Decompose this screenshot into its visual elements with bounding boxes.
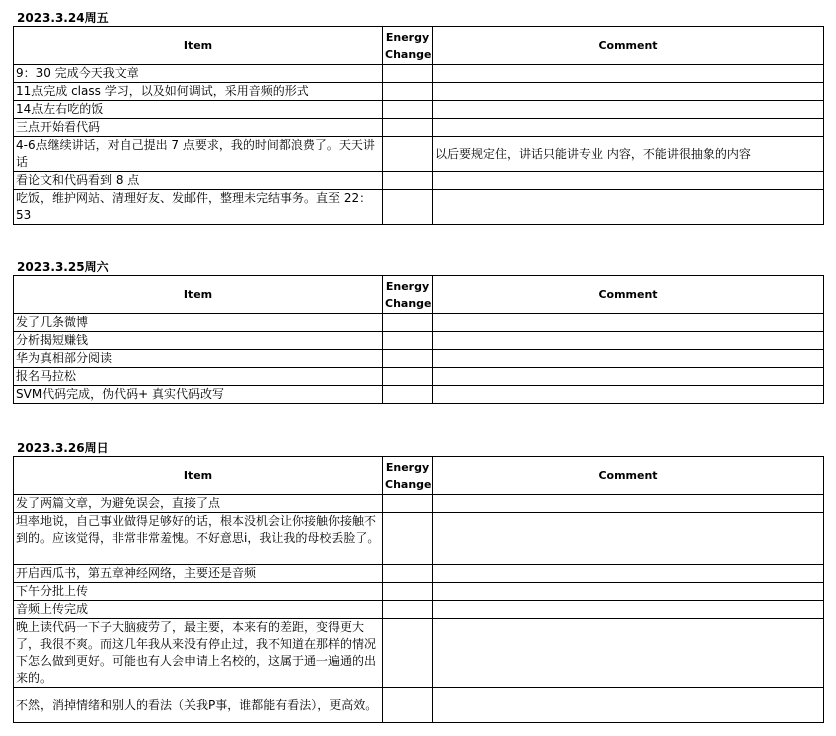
item-cell: 报名马拉松 <box>14 368 383 386</box>
energy-cell <box>383 137 433 172</box>
table-row <box>14 314 824 332</box>
energy-cell <box>383 583 433 601</box>
energy-cell <box>383 65 433 83</box>
table-row <box>14 583 824 601</box>
table-row <box>14 350 824 368</box>
energy-cell <box>383 688 433 723</box>
energy-cell <box>383 332 433 350</box>
table-header-row <box>14 457 824 495</box>
energy-cell <box>383 190 433 225</box>
table-row <box>14 190 824 225</box>
table-row <box>14 495 824 513</box>
energy-cell <box>383 619 433 688</box>
table-header-row <box>14 27 824 65</box>
energy-column-header: Energy Change <box>383 27 433 65</box>
table-row <box>14 137 824 172</box>
table-row <box>14 565 824 583</box>
table-row <box>14 65 824 83</box>
activity-table <box>13 456 824 723</box>
comment-cell <box>433 119 824 137</box>
item-cell: 坦率地说，自己事业做得足够好的话，根本没机会让你接触你接触不到的。应该觉得，非常非常羞愧。不好意思i，我让我的母校丢脸了。 <box>14 513 383 565</box>
section-date: 2023.3.26周日 <box>17 441 109 455</box>
section-date: 2023.3.24周五 <box>17 11 109 25</box>
comment-cell <box>433 565 824 583</box>
item-column-header: Item <box>14 457 383 495</box>
comment-cell <box>433 101 824 119</box>
table-header-row <box>14 276 824 314</box>
comment-cell <box>433 65 824 83</box>
energy-cell <box>383 386 433 404</box>
item-cell: 晚上读代码一下子大脑疲劳了，最主要，本来有的差距，变得更大了，我很不爽。而这几年我从来没有停止过，我不知道在那样的情况下怎么做到更好。可能也有人会申请上名校的，这属于通一遍通的出来的。 <box>14 619 383 688</box>
energy-cell <box>383 350 433 368</box>
item-cell: 下午分批上传 <box>14 583 383 601</box>
energy-column-header: Energy Change <box>383 457 433 495</box>
activity-table <box>13 275 824 404</box>
table-row <box>14 83 824 101</box>
comment-column-header: Comment <box>433 276 824 314</box>
item-cell: 开启西瓜书，第五章神经网络，主要还是音频 <box>14 565 383 583</box>
item-column-header: Item <box>14 27 383 65</box>
table-row <box>14 332 824 350</box>
table-row <box>14 513 824 565</box>
comment-cell <box>433 601 824 619</box>
comment-cell: 以后要规定住，讲话只能讲专业 内容，不能讲很抽象的内容 <box>433 137 824 172</box>
item-cell: 吃饭，维护网站、清理好友、发邮件，整理未完结事务。直至 22：53 <box>14 190 383 225</box>
energy-cell <box>383 368 433 386</box>
energy-cell <box>383 513 433 565</box>
item-cell: 9：30 完成今天我文章 <box>14 65 383 83</box>
table-row <box>14 101 824 119</box>
energy-cell <box>383 565 433 583</box>
item-cell: 看论文和代码看到 8 点 <box>14 172 383 190</box>
table-row <box>14 368 824 386</box>
table-row <box>14 601 824 619</box>
item-cell: 分析揭短赚钱 <box>14 332 383 350</box>
section-date: 2023.3.25周六 <box>17 260 109 274</box>
energy-cell <box>383 172 433 190</box>
comment-column-header: Comment <box>433 27 824 65</box>
comment-cell <box>433 314 824 332</box>
item-cell: 11点完成 class 学习，以及如何调试，采用音频的形式 <box>14 83 383 101</box>
item-cell: 发了两篇文章，为避免误会，直接了点 <box>14 495 383 513</box>
comment-column-header: Comment <box>433 457 824 495</box>
energy-cell <box>383 495 433 513</box>
comment-cell <box>433 350 824 368</box>
comment-cell <box>433 513 824 565</box>
comment-cell <box>433 495 824 513</box>
item-cell: 三点开始看代码 <box>14 119 383 137</box>
energy-cell <box>383 101 433 119</box>
comment-cell <box>433 172 824 190</box>
comment-cell <box>433 619 824 688</box>
table-row <box>14 688 824 723</box>
table-row <box>14 172 824 190</box>
item-cell: 音频上传完成 <box>14 601 383 619</box>
comment-cell <box>433 83 824 101</box>
item-cell: 14点左右吃的饭 <box>14 101 383 119</box>
energy-cell <box>383 83 433 101</box>
item-cell: 华为真相部分阅读 <box>14 350 383 368</box>
energy-cell <box>383 119 433 137</box>
activity-table <box>13 26 824 225</box>
comment-cell <box>433 332 824 350</box>
comment-cell <box>433 190 824 225</box>
comment-cell <box>433 688 824 723</box>
item-cell: SVM代码完成，伪代码+ 真实代码改写 <box>14 386 383 404</box>
energy-cell <box>383 314 433 332</box>
energy-column-header: Energy Change <box>383 276 433 314</box>
table-row <box>14 619 824 688</box>
comment-cell <box>433 583 824 601</box>
item-cell: 4-6点继续讲话，对自己提出 7 点要求，我的时间都浪费了。天天讲话 <box>14 137 383 172</box>
table-row <box>14 119 824 137</box>
energy-cell <box>383 601 433 619</box>
comment-cell <box>433 386 824 404</box>
table-row <box>14 386 824 404</box>
item-cell: 发了几条微博 <box>14 314 383 332</box>
item-column-header: Item <box>14 276 383 314</box>
item-cell: 不然，消掉情绪和别人的看法（关我P事，谁都能有看法），更高效。 <box>14 688 383 723</box>
comment-cell <box>433 368 824 386</box>
